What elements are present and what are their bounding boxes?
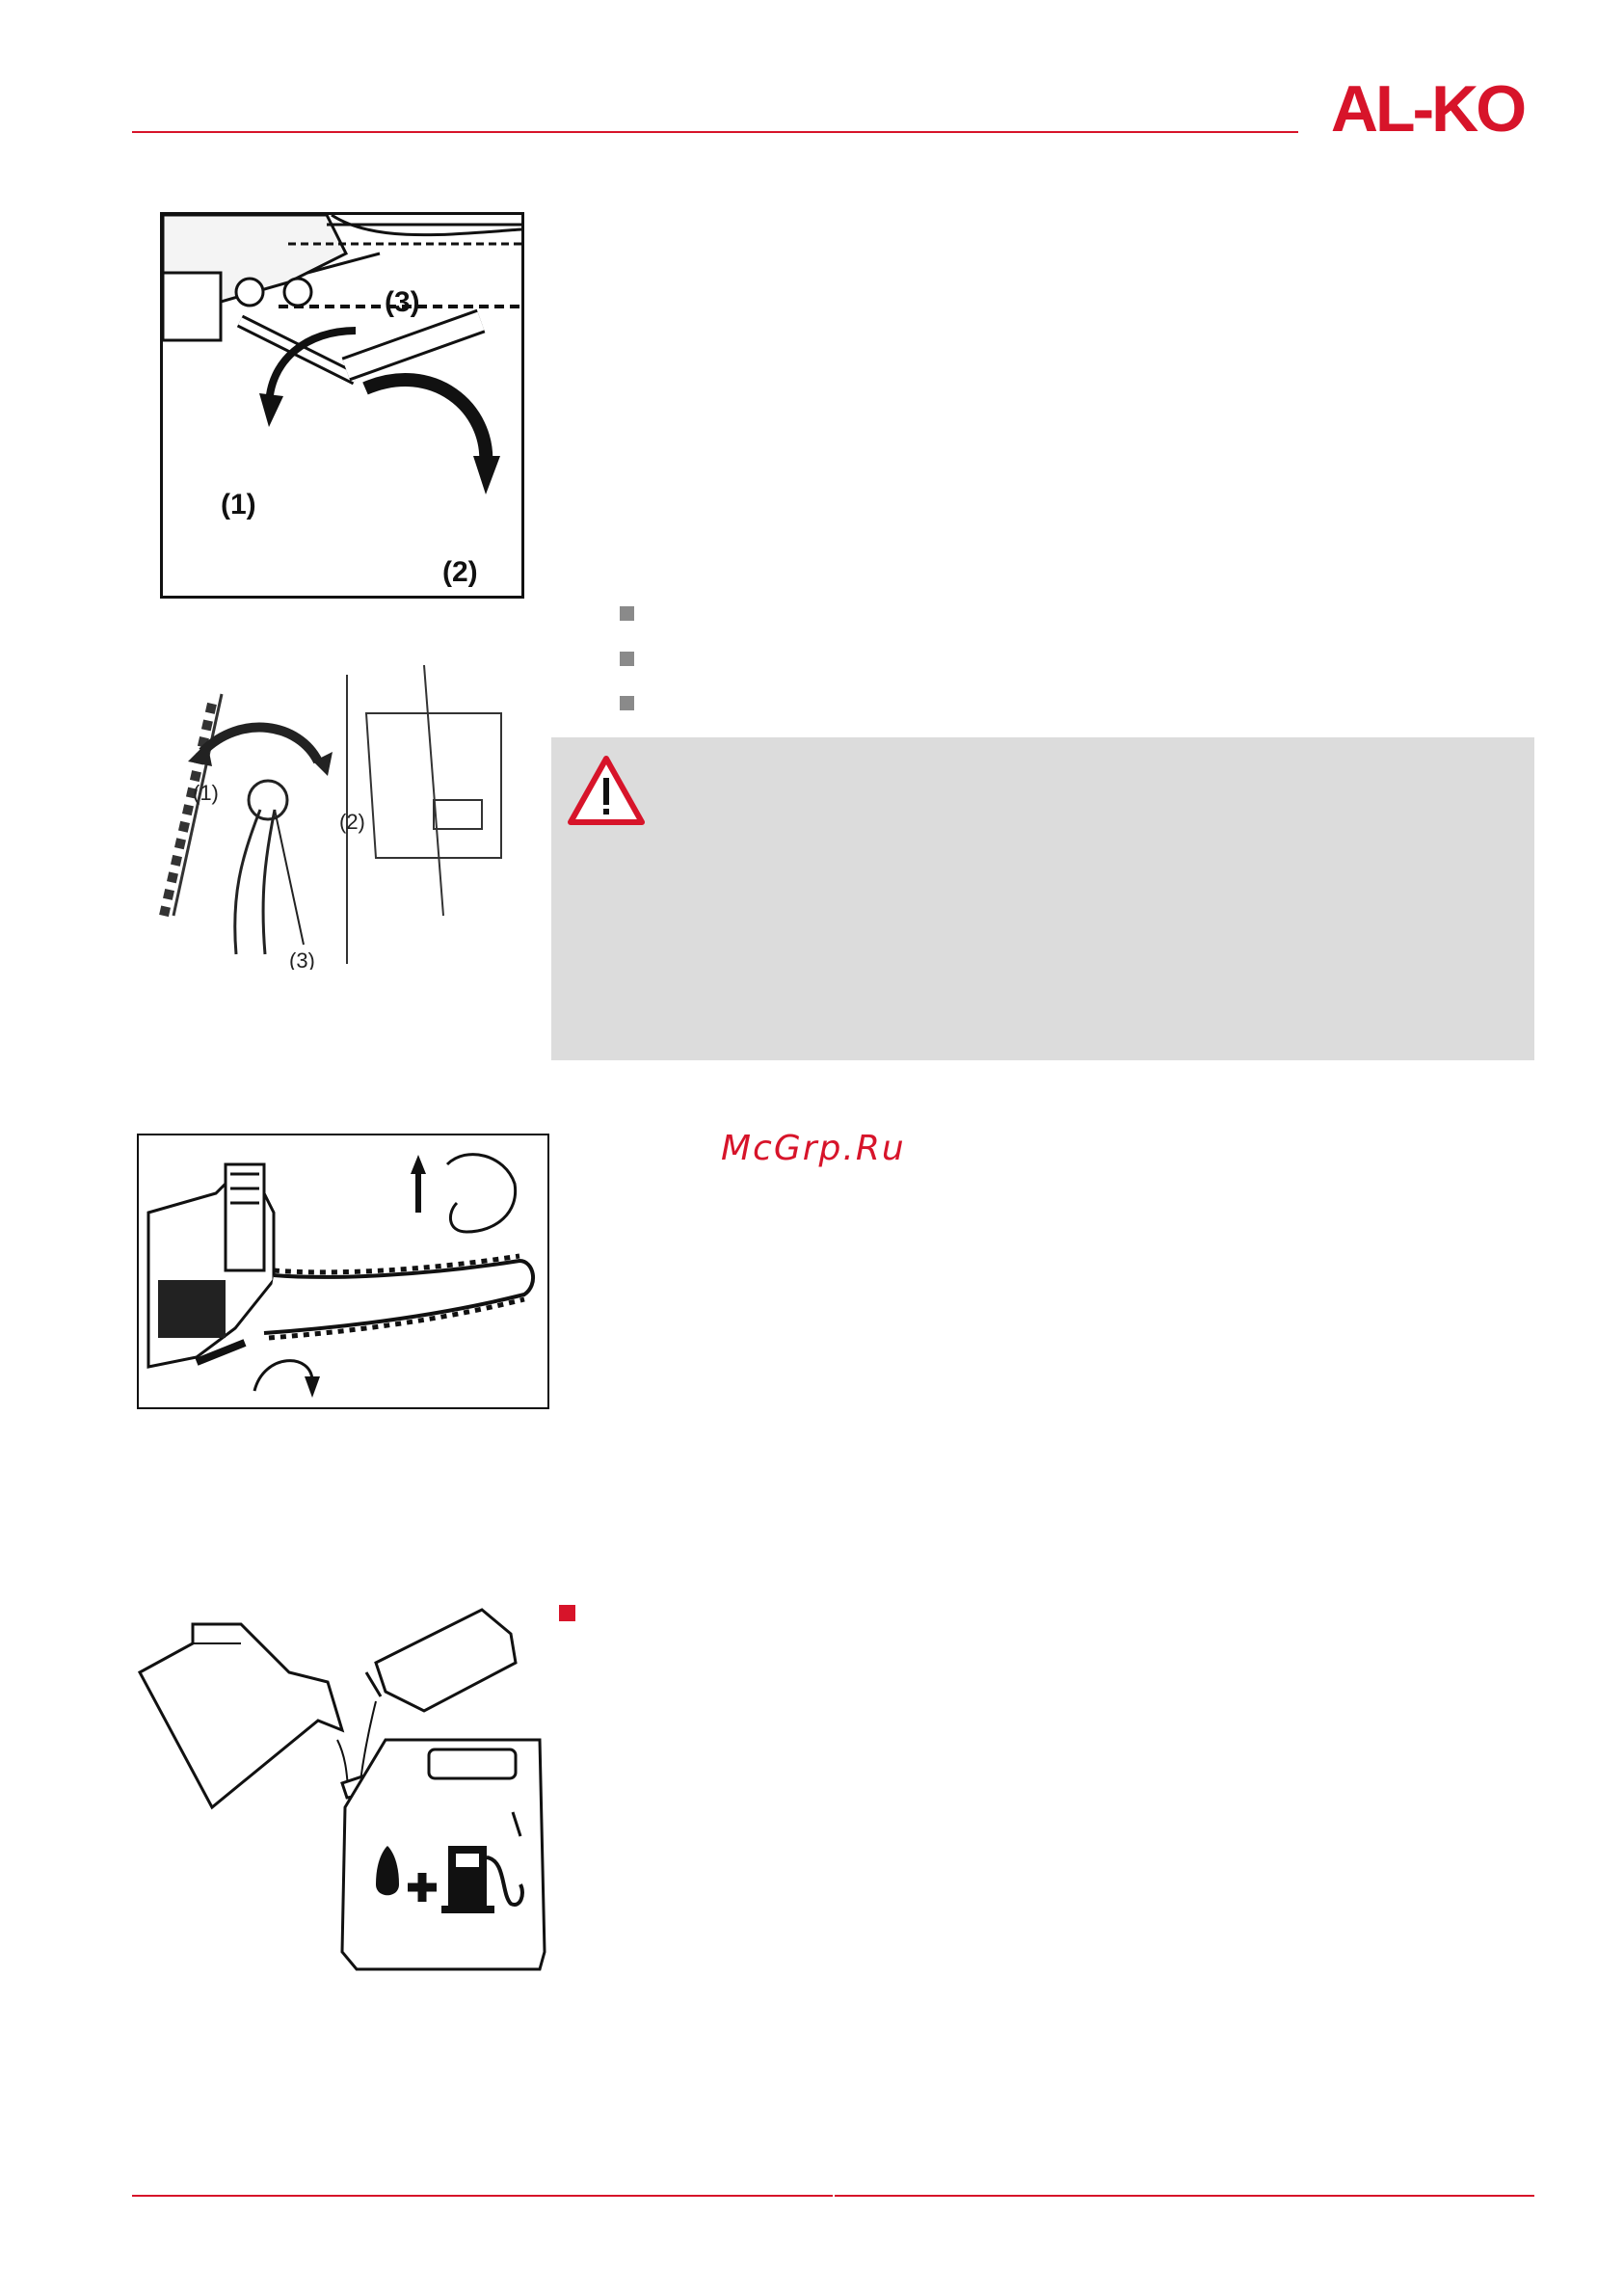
bullet-item-1 bbox=[620, 606, 634, 621]
watermark: McGrp.Ru bbox=[721, 1129, 906, 1168]
figure-chain-tension-check bbox=[137, 1134, 549, 1409]
warning-triangle-icon bbox=[567, 755, 646, 826]
svg-text:AL-KO: AL-KO bbox=[1330, 75, 1525, 139]
red-square-bullet bbox=[559, 1605, 575, 1621]
svg-text:(1): (1) bbox=[221, 489, 256, 521]
svg-text:(3): (3) bbox=[289, 948, 315, 970]
svg-text:(2): (2) bbox=[339, 810, 365, 834]
svg-text:(1): (1) bbox=[193, 781, 219, 805]
svg-text:(2): (2) bbox=[442, 556, 478, 588]
figure-tension-screw bbox=[154, 665, 503, 970]
header-rule bbox=[132, 131, 1298, 133]
figure-wrench-bar-nuts bbox=[160, 212, 524, 599]
svg-text:(3): (3) bbox=[385, 286, 420, 318]
bullet-item-2 bbox=[620, 652, 634, 666]
bullet-item-3 bbox=[620, 696, 634, 710]
footer-rule-left bbox=[132, 2195, 833, 2197]
warning-box bbox=[551, 737, 1534, 1060]
alko-logo bbox=[1316, 75, 1539, 139]
figure-fuel-oil-mix bbox=[135, 1605, 559, 1971]
footer-rule-right bbox=[835, 2195, 1534, 2197]
